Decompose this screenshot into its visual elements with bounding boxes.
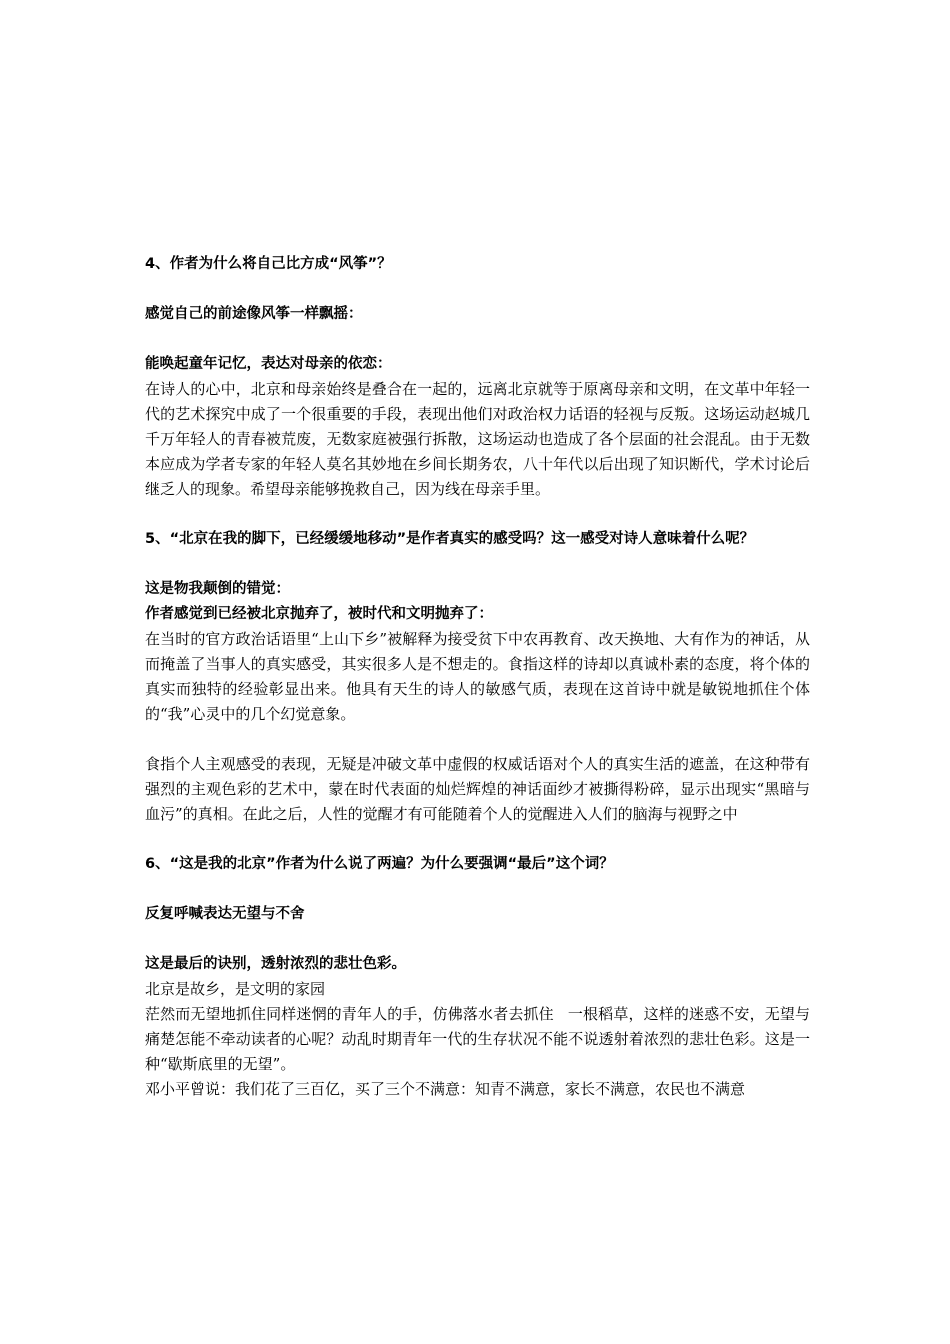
answer-5-point-2: 作者感觉到已经被北京抛弃了，被时代和文明抛弃了： — [145, 606, 493, 622]
spacer — [145, 927, 810, 952]
answer-6-paragraph — [145, 1002, 810, 1077]
spacer — [145, 552, 810, 577]
answer-4-paragraph: 在诗人的心中，北京和母亲始终是叠合在一起的，远离北京就等于原离母亲和文明，在文革中年轻一代的艺术探究中成了一个很重要的手段，表现出他们对政治权力话语的轻视与反叛。这场运动赵城几千万年轻人的青春被荒废，无数家庭被强行拆散，这场运动也造成了各个层面的社会混乱。由于无数本应成为学者专家的年轻人莫名其妙地在乡间长期务农，八十年代以后出现了知识断代，学术讨论后继乏人的现象。希望母亲能够挽救自己，因为线在母亲手里。 — [145, 380, 810, 498]
answer-4-point-2: 能唤起童年记忆，表达对母亲的依恋： — [145, 356, 392, 372]
answer-6-quote: 邓小平曾说：我们花了三百亿，买了三个不满意：知青不满意，家长不满意，农民也不满意 — [145, 1080, 746, 1098]
spacer — [145, 877, 810, 902]
question-6: 6、“这是我的北京”作者为什么说了两遍？为什么要强调“最后”这个词？ — [145, 856, 614, 872]
spacer — [145, 277, 810, 302]
answer-6-point-1: 反复呼喊表达无望与不舍 — [145, 906, 305, 922]
answer-5-paragraph-2: 食指个人主观感受的表现，无疑是冲破文革中虚假的权威话语对个人的真实生活的遮盖，在这种带有强烈的主观色彩的艺术中，蒙在时代表面的灿烂辉煌的神话面纱才被撕得粉碎，显示出现实“黑暗与血污”的真相。在此之后，人性的觉醒才有可能随着个人的觉醒进入人们的脑海与视野之中 — [145, 755, 810, 823]
spacer — [145, 827, 810, 852]
answer-6-line-1: 北京是故乡，是文明的家园 — [145, 980, 326, 998]
answer-6-point-2: 这是最后的诀别，透射浓烈的悲壮色彩。 — [145, 956, 406, 972]
answer-6-paragraph-part-a: 茫然而无望地抓住同样迷惘的青年人的手，仿佛落水者去抓住 — [145, 1005, 554, 1023]
answer-5-point-1: 这是物我颠倒的错觉： — [145, 581, 290, 597]
spacer — [145, 727, 810, 752]
answer-5-paragraph-1: 在当时的官方政治话语里“上山下乡”被解释为接受贫下中农再教育、改天换地、大有作为的神话，从而掩盖了当事人的真实感受，其实很多人是不想走的。食指这样的诗却以真诚朴素的态度，将个体的真实而独特的经验彰显出来。他具有天生的诗人的敏感气质，表现在这首诗中就是敏锐地抓住个体的“我”心灵中的几个幻觉意象。 — [145, 630, 810, 723]
answer-4-point-1: 感觉自己的前途像风筝一样飘摇： — [145, 306, 363, 322]
spacer — [145, 327, 810, 352]
question-5: 5、“北京在我的脚下，已经缓缓地移动”是作者真实的感受吗？这一感受对诗人意味着什么呢？ — [145, 531, 755, 547]
question-4: 4、作者为什么将自己比方成“风筝”？ — [145, 256, 392, 272]
spacer — [145, 502, 810, 527]
document-body — [145, 252, 810, 1102]
answer-6-paragraph-part-b: 一根稻草，这样的迷惑不安，无望与痛楚怎能不牵动读者的心呢？动乱时期青年一代的生存状况不能不说透射着浓烈的悲壮色彩。这是一种“歇斯底里的无望”。 — [145, 1005, 810, 1073]
